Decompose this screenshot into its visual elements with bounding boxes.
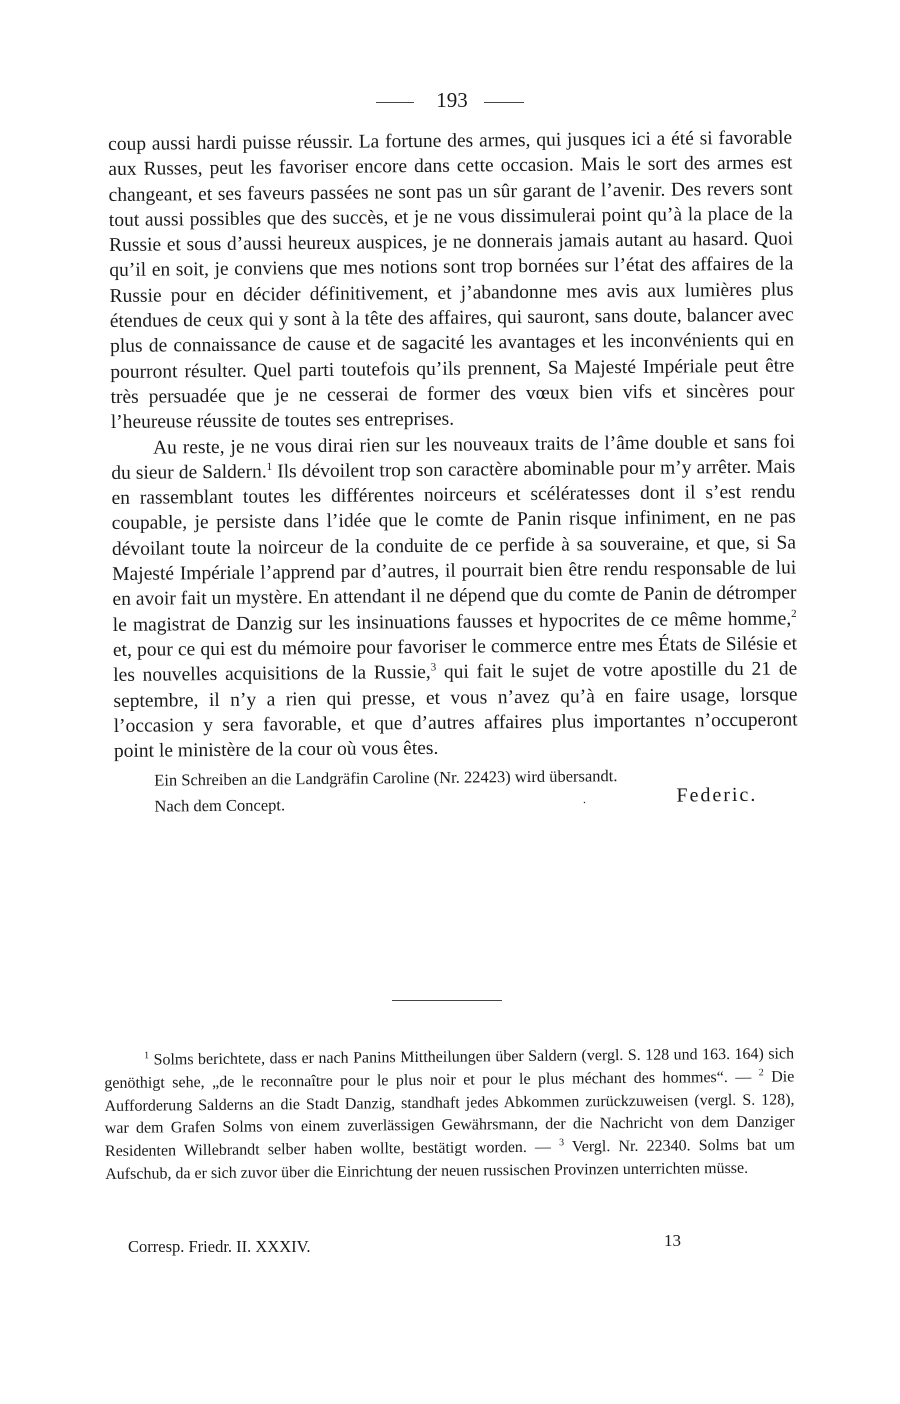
letter-body	[108, 125, 799, 822]
footnote-mark-1: 1	[266, 460, 273, 473]
footnotes	[104, 1043, 795, 1186]
footnote-mark-3: 3	[430, 661, 437, 674]
paragraph-1: coup aussi hardi puisse réussir. La fortune des armes, qui jusques ici a été si favorable aux Russes, peut les favoriser encore dans cette occasion. Mais le sort des armes est changeant, et ses faveurs passées ne sont pas un sûr garant de l’avenir. Des revers sont tout aussi possibles que des succès, et je ne vous dissimulerai point qu’à la place de la Russie et sous d’aussi heureux auspices, je ne donnerais jamais autant au hasard. Quoi qu’il en soit, je conviens que mes notions sont trop bornées sur l’état des affaires de la Russie pour en décider définitivement, et j’abandonne mes avis aux lumières plus étendues de ceux qui y sont à la tête des affaires, qui sauront, sans doute, balancer avec plus de connaissance de cause et de sagacité les avantages et les inconvénients qui en pourront résulter. Quel parti toutefois qu’ils prennent, Sa Majesté Impériale peut être très persuadée que je ne cesserai de former des vœux bien vifs et sincères pour l’heureuse réussite de toutes ses entreprises.	[108, 127, 795, 434]
footnote-mark-2: 2	[791, 607, 797, 620]
page-header	[0, 88, 900, 113]
header-rule-left	[376, 102, 414, 103]
footnote-number-3: 3	[559, 1137, 565, 1149]
paragraph-2-text-b: Ils dévoilent trop son caractère abominable pour m’y arrêter. Mais en rassemblant toutes les différentes noirceurs et scélératesses dont il s’est rendu coupable, je persiste dans l’idée que le comte de Panin risque infiniment, en ne pas dévoilant toute la noirceur de la conduite de ce perfide à sa souveraine, et que, si Sa Majesté Impériale l’apprend par d’autres, il pourrait bien être rendu responsable de lui en avoir fait un mystère. En attendant il ne dépend que du comte de Panin de détromper le magistrat de Danzig sur les insinuations fausses et hypocrites de ce même homme,	[111, 456, 797, 636]
paragraph-2-text-a: Au reste, je ne vous dirai rien sur les nouveaux traits de l’âme double et sans foi du sieur de Saldern.	[111, 430, 796, 484]
closing-row	[114, 786, 798, 823]
page-footer	[128, 1231, 688, 1257]
enclosure-note: Ein Schreiben an die Landgräfin Caroline (Nr. 22423) wird übersandt.	[154, 766, 618, 791]
footnote-text-2: Die Aufforderung Salderns an die Stadt Danzig, standhaft jedes Abkommen zurückzuweisen (vergl. S. 128), war dem Grafen Solms von einem zuverlässigen Gewährsmann, der die Nachricht von dem Danziger Residenten Willebrandt selber haben wollte, bestätigt worden. —	[104, 1068, 795, 1161]
separator-dot: ·	[582, 795, 587, 810]
paragraph-2-text-c: et, pour ce qui est du mémoire pour favoriser le commerce entre mes États de Silésie et les nouvelles acquisitions de la Russie,	[112, 633, 798, 687]
footnote-text-3: Vergl. Nr. 22340. Solms bat um Aufschub, da er sich zuvor über die Einrichtung der neuen russischen Provinzen unterrichten müsse.	[105, 1136, 796, 1183]
closing-block	[114, 764, 798, 823]
paragraph-2	[111, 429, 798, 764]
footnote-text-1: Solms berichtete, dass er nach Panins Mittheilungen über Saldern (vergl. S. 128 und 163. 164) sich genöthigt sehe, „de le reconnaître pour le plus noir et pour le plus méchant des hommes“. —	[104, 1045, 795, 1092]
page-number: 193	[436, 88, 468, 112]
footnote-divider	[392, 1000, 502, 1001]
footnote-number-2: 2	[758, 1067, 764, 1079]
signature: Federic.	[676, 784, 758, 807]
footnote-block	[104, 1043, 795, 1186]
header-rule-right	[484, 102, 524, 103]
footer-source: Corresp. Friedr. II. XXXIV.	[128, 1237, 311, 1256]
source-note: Nach dem Concept.	[154, 795, 286, 817]
printer-signature: 13	[664, 1231, 681, 1250]
paragraph-2-text-d: qui fait le sujet de votre apostille du 21 de septembre, il n’y a rien qui presse, et vous n’avez qu’à en faire usage, lorsque l’occasion y sera favorable, et que d’autres affaires plus importantes n’occuperont point le ministère de la cour où vous êtes.	[113, 658, 798, 763]
footnote-number-1: 1	[144, 1050, 150, 1062]
